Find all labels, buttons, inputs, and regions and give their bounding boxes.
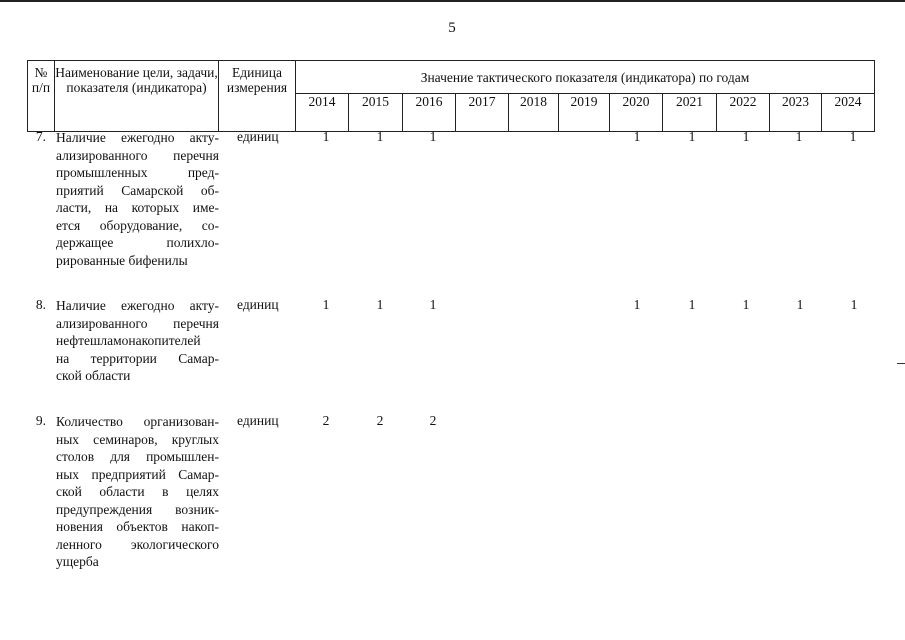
row-name-line: Наличие ежегодно акту- (56, 298, 219, 313)
row-name-line: промышленных пред- (56, 165, 219, 180)
row-name-line: ской области (56, 368, 131, 383)
row-name (56, 129, 219, 269)
row-value: 1 (688, 297, 696, 312)
row-name-line: держащее полихло- (56, 235, 219, 250)
row-number: 8. (35, 297, 46, 312)
header-year: 2024 (822, 94, 875, 132)
row-number: 9. (35, 413, 46, 428)
header-year: 2018 (509, 94, 559, 132)
row-value: 1 (322, 297, 330, 312)
header-year: 2022 (717, 94, 770, 132)
top-border-line (0, 0, 905, 2)
row-name-line: на территории Самар- (56, 350, 219, 366)
row-name-line: приятий Самарской об- (56, 182, 219, 198)
row-name (56, 413, 219, 571)
row-value: 2 (376, 413, 384, 428)
row-name (56, 297, 219, 385)
row-name-line: Количество организован- (56, 414, 219, 429)
header-unit: Единица измерения (219, 61, 296, 132)
row-value: 1 (795, 129, 803, 144)
row-value: 1 (796, 297, 804, 312)
row-value: 1 (633, 297, 641, 312)
row-name-line: ской области в целях (56, 484, 219, 499)
row-value: 1 (322, 129, 330, 144)
header-year: 2016 (403, 94, 456, 132)
row-name-line: ных семинаров, круглых (56, 431, 219, 447)
row-value: 1 (850, 297, 858, 312)
row-unit: единиц (237, 297, 279, 312)
row-value: 1 (376, 129, 384, 144)
row-name-line: нефтешламонакопителей (56, 333, 201, 348)
row-unit: единиц (237, 413, 279, 428)
header-year: 2021 (663, 94, 717, 132)
row-value: 1 (849, 129, 857, 144)
row-unit: единиц (237, 129, 279, 144)
header-year: 2017 (456, 94, 509, 132)
header-values: Значение тактического показателя (индикатора) по годам (296, 61, 875, 94)
row-value: 1 (376, 297, 384, 312)
margin-mark (897, 363, 905, 364)
header-year: 2020 (610, 94, 663, 132)
header-year: 2015 (349, 94, 403, 132)
row-name-line: ласти, на которых име- (56, 200, 219, 215)
header-name: Наименование цели, задачи, показателя (индикатора) (55, 61, 219, 132)
row-value: 1 (429, 129, 437, 144)
indicator-table-header (27, 60, 875, 132)
row-name-line: ется оборудование, со- (56, 217, 219, 233)
row-number: 7. (35, 129, 46, 144)
row-name-line: ализированного перечня (56, 315, 219, 331)
row-name-line: ленного экологического (56, 536, 219, 552)
row-name-line: столов для промышлен- (56, 449, 219, 464)
row-name-line: новения объектов накоп- (56, 519, 219, 534)
header-year: 2023 (770, 94, 822, 132)
row-value: 1 (429, 297, 437, 312)
header-year: 2019 (559, 94, 610, 132)
row-name-line: Наличие ежегодно акту- (56, 130, 219, 145)
row-value: 2 (429, 413, 437, 428)
page-number: 5 (448, 20, 456, 36)
row-value: 1 (742, 297, 750, 312)
header-year: 2014 (296, 94, 349, 132)
row-name-line: ущерба (56, 554, 99, 569)
row-value: 1 (633, 129, 641, 144)
row-value: 1 (688, 129, 696, 144)
row-name-line: предупреждения возник- (56, 501, 219, 517)
header-num: № п/п (28, 61, 55, 132)
row-name-line: ных предприятий Самар- (56, 466, 219, 482)
row-value: 2 (322, 413, 330, 428)
row-name-line: рированные бифенилы (56, 252, 188, 268)
row-value: 1 (742, 129, 750, 144)
row-name-line: ализированного перечня (56, 147, 219, 163)
